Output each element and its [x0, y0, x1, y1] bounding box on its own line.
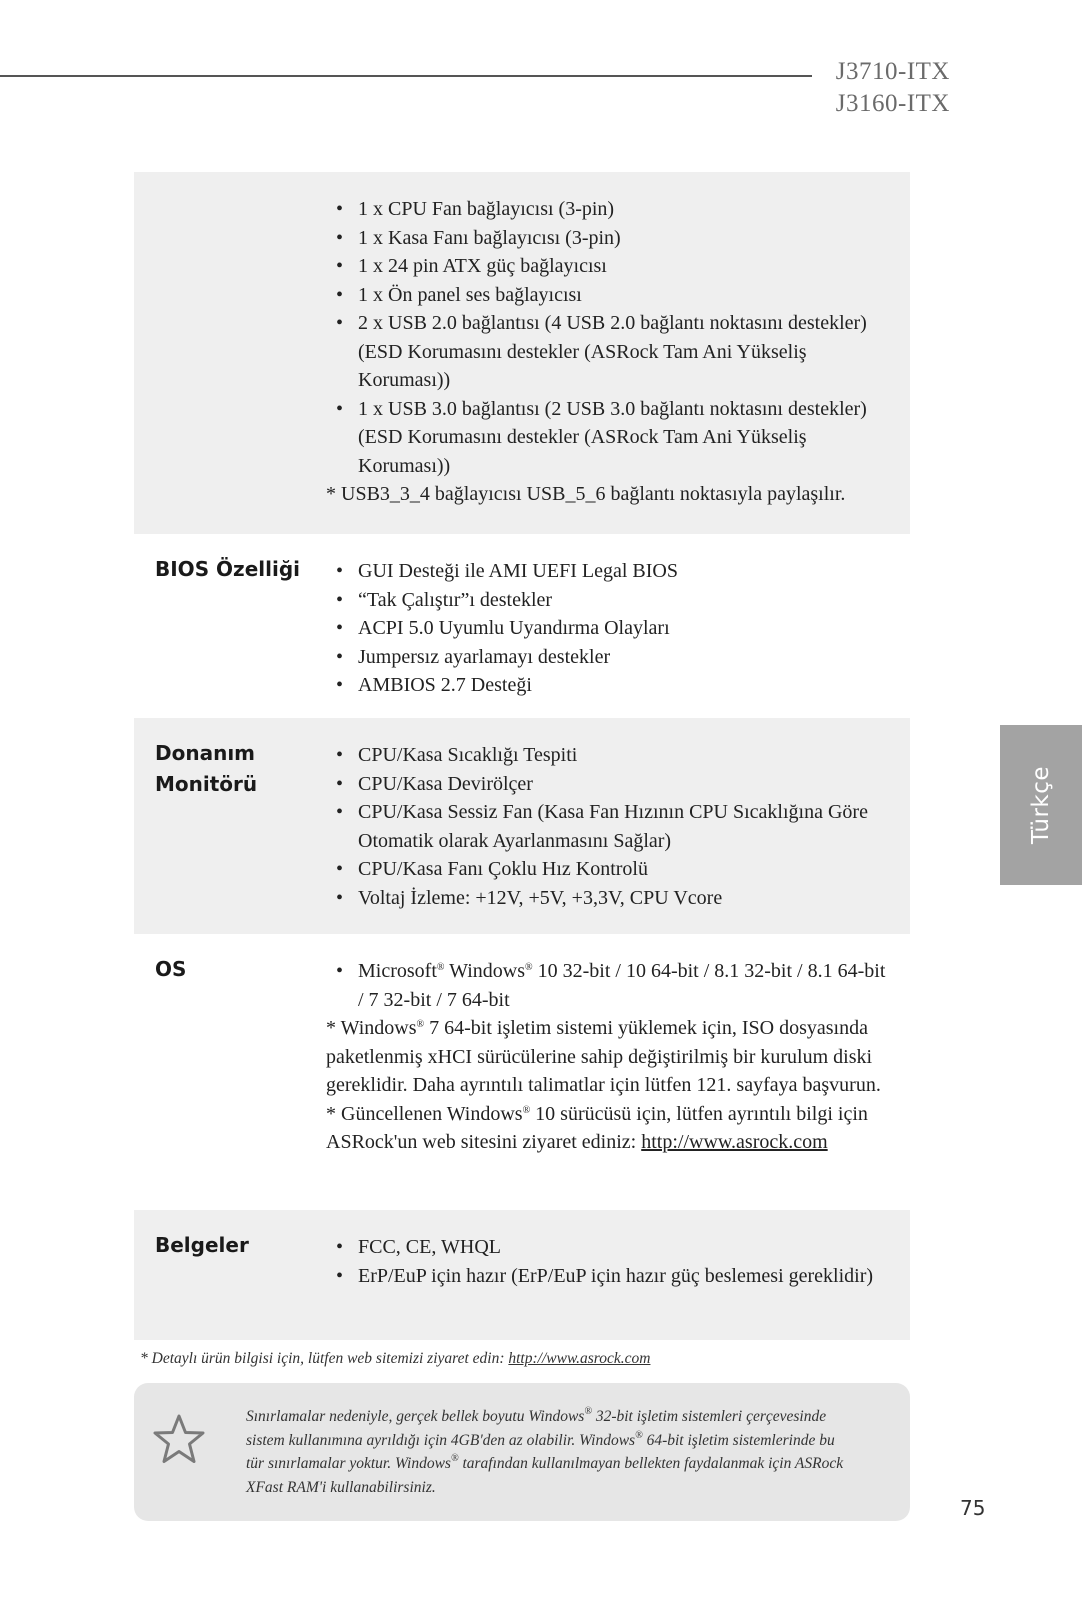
- os-note-1: * Windows® 7 64-bit işletim sistemi yüklemek için, ISO dosyasında paketlenmiş xHCI sürücülerine sahip değiştirilmiş bir kurulum diski gereklidir. Daha ayrıntılı talimatlar için lütfen 121. sayfaya başvurun.: [326, 1017, 881, 1096]
- language-tab-label: Türkçe: [1028, 765, 1054, 845]
- hardware-monitor-label-line2: Monitörü: [155, 772, 258, 796]
- star-icon: [152, 1413, 206, 1465]
- spec-row-hardware-monitor: [134, 718, 910, 934]
- list-item: • 1 x CPU Fan bağlayıcısı (3-pin): [326, 195, 894, 224]
- hardware-monitor-list: [326, 741, 894, 912]
- os-list: [326, 957, 894, 1014]
- model-name-2: J3160-ITX: [835, 90, 950, 117]
- list-item: • ErP/EuP için hazır (ErP/EuP için hazır güç beslemesi gereklidir): [326, 1262, 894, 1291]
- hardware-monitor-label: [155, 738, 257, 800]
- bios-label: BIOS Özelliği: [155, 557, 300, 581]
- language-tab: [1000, 725, 1082, 885]
- list-item: • 1 x USB 3.0 bağlantısı (2 USB 3.0 bağlantı noktasını destekler) (ESD Korumasını destekler (ASRock Tam Ani Yükseliş Koruması)): [326, 395, 894, 481]
- callout-text: Sınırlamalar nedeniyle, gerçek bellek boyutu Windows® 32-bit işletim sistemleri çerçevesinde sistem kullanımına ayrıldığı için 4GB'den az olabilir. Windows® 64-bit işletim sistemlerinde bu tür sınırlamalar yoktur. Windows® tarafından kullanılmayan bellekten faydalanmak için ASRock XFast RAM'i kullanabilirsiniz.: [246, 1406, 844, 1496]
- spec-row-bios: [134, 534, 910, 718]
- list-item: • Voltaj İzleme: +12V, +5V, +3,3V, CPU Vcore: [326, 884, 894, 913]
- footnote: * Detaylı ürün bilgisi için, lütfen web sitemizi ziyaret edin: http://www.asrock.com: [140, 1350, 651, 1367]
- connectors-list: [326, 195, 894, 480]
- asrock-website-link[interactable]: http://www.asrock.com: [641, 1131, 828, 1153]
- spec-row-certifications: [134, 1210, 910, 1340]
- bios-list: [326, 557, 894, 700]
- hardware-monitor-label-line1: Donanım: [155, 741, 256, 765]
- footnote-website-link[interactable]: http://www.asrock.com: [508, 1350, 651, 1367]
- os-note-2: * Güncellenen Windows® 10 sürücüsü için, lütfen ayrıntılı bilgi için ASRock'un web sitesini ziyaret ediniz: http://www.asrock.com: [326, 1102, 868, 1153]
- certifications-list: [326, 1233, 894, 1290]
- model-name-1: J3710-ITX: [835, 58, 950, 85]
- spec-row-connectors: [134, 172, 910, 534]
- list-item: • 1 x 24 pin ATX güç bağlayıcısı: [326, 252, 894, 281]
- list-item: • 2 x USB 2.0 bağlantısı (4 USB 2.0 bağlantı noktasını destekler) (ESD Korumasını destekler (ASRock Tam Ani Yükseliş Koruması)): [326, 309, 894, 395]
- list-item: • Jumpersız ayarlamayı destekler: [326, 643, 894, 672]
- list-item: • FCC, CE, WHQL: [326, 1233, 894, 1262]
- list-item: • Microsoft® Windows® 10 32-bit / 10 64-bit / 8.1 32-bit / 8.1 64-bit / 7 32-bit / 7 64-bit: [326, 957, 894, 1014]
- connectors-note: * USB3_3_4 bağlayıcısı USB_5_6 bağlantı noktasıyla paylaşılır.: [326, 483, 846, 505]
- list-item: • GUI Desteği ile AMI UEFI Legal BIOS: [326, 557, 894, 586]
- list-item: • AMBIOS 2.7 Desteği: [326, 671, 894, 700]
- list-item: • CPU/Kasa Sessiz Fan (Kasa Fan Hızının CPU Sıcaklığına Göre Otomatik olarak Ayarlanmasını Sağlar): [326, 798, 894, 855]
- certifications-label: Belgeler: [155, 1233, 249, 1257]
- list-item: • 1 x Kasa Fanı bağlayıcısı (3-pin): [326, 224, 894, 253]
- list-item: • 1 x Ön panel ses bağlayıcısı: [326, 281, 894, 310]
- header-rule: [0, 75, 812, 77]
- spec-row-os: [134, 934, 910, 1210]
- list-item: • CPU/Kasa Devirölçer: [326, 770, 894, 799]
- list-item: • ACPI 5.0 Uyumlu Uyandırma Olayları: [326, 614, 894, 643]
- list-item: • CPU/Kasa Fanı Çoklu Hız Kontrolü: [326, 855, 894, 884]
- list-item: • CPU/Kasa Sıcaklığı Tespiti: [326, 741, 894, 770]
- memory-note-callout: [134, 1383, 910, 1521]
- os-label: OS: [155, 957, 187, 981]
- list-item: • “Tak Çalıştır”ı destekler: [326, 586, 894, 615]
- page-number: 75: [960, 1496, 986, 1520]
